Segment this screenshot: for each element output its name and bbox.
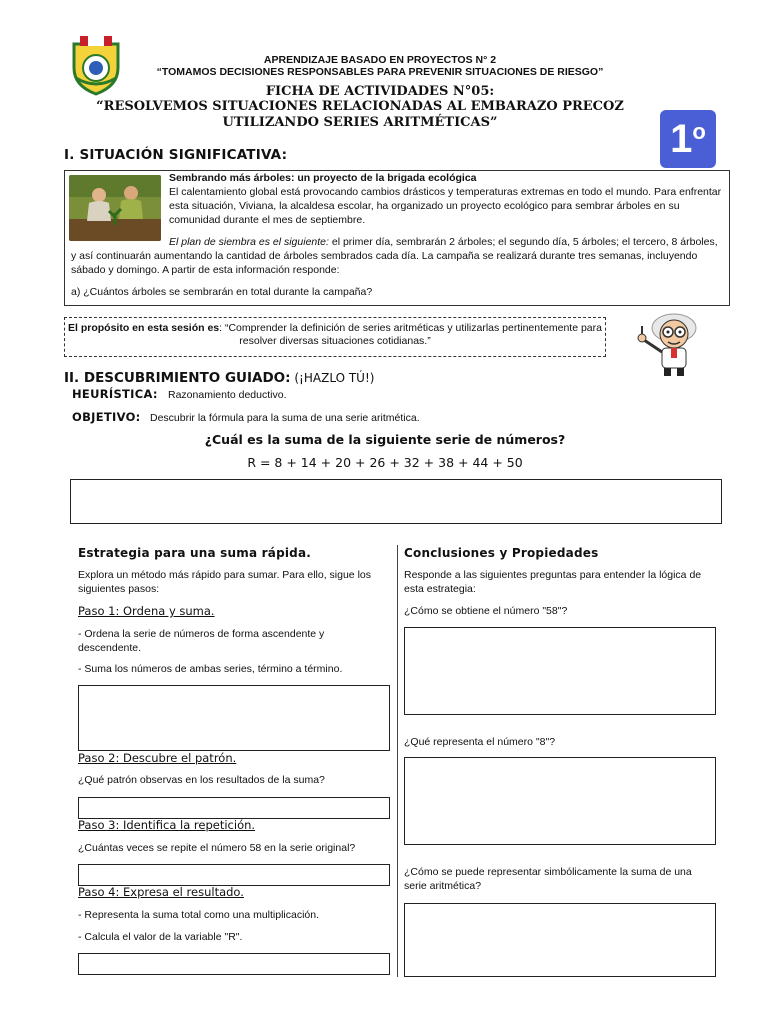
conclusion-question-2: ¿Qué representa el número "8"? [404,736,556,748]
grade-badge [660,110,716,168]
sum-answer-box[interactable] [70,479,722,524]
purpose-box [64,317,606,357]
grade-number: 1 [670,116,693,161]
conclusions-intro: Responde a las siguientes preguntas para entender la lógica de esta estrategia: [404,569,702,595]
step-2-title: Paso 2: Descubre el patrón. [78,751,237,765]
grade-ordinal: o [692,119,706,144]
step-1-title: Paso 1: Ordena y suma. [78,604,215,618]
step-4-answer-box[interactable] [78,953,390,975]
situation-paragraph-2 [71,235,723,277]
situation-box [64,170,730,306]
section-2-title [64,370,374,386]
section-1-title: I. SITUACIÓN SIGNIFICATIVA: [64,147,288,163]
section-2-suffix: (¡HAZLO TÚ!) [290,371,375,385]
strategy-title: Estrategia para una suma rápida. [78,546,312,560]
situation-paragraph-1: El calentamiento global está provocando cambios drásticos y temperaturas extremas en todo el mundo. Para enfrentar esta situación, Viviana, la alcaldesa escolar, ha organizado un proyecto ecológico para sembrar árboles en su comunidad durante el mes de septiembre. [169,186,722,226]
step-4-instruction-b: - Calcula el valor de la variable "R". [78,931,243,943]
conclusions-title: Conclusiones y Propiedades [404,546,599,560]
purpose-text: : “Comprender la definición de series aritméticas y utilizarlas pertinentemente para resolver diversas situaciones cotidianas.” [219,322,602,347]
heuristic-value: Razonamiento deductivo. [168,389,287,401]
step-4-instruction-a: - Representa la suma total como una multiplicación. [78,909,320,921]
step-1-instruction-b: - Suma los números de ambas series, término a término. [78,663,343,675]
conclusion-answer-2-box[interactable] [404,757,716,845]
title-line-1: “RESOLVEMOS SITUACIONES RELACIONADAS AL EMBARAZO PRECOZ [96,99,624,114]
planting-photo [69,175,161,241]
series-question: ¿Cuál es la suma de la siguiente serie de números? [204,432,566,447]
conclusion-answer-1-box[interactable] [404,627,716,715]
series-expression: R = 8 + 14 + 20 + 26 + 32 + 38 + 44 + 50 [247,455,523,470]
step-1-instruction-a: - Ordena la serie de números de forma ascendente y descendente. [78,628,325,654]
step-3-answer-box[interactable] [78,864,390,886]
objective-value: Descubrir la fórmula para la suma de una serie aritmética. [150,412,420,424]
heuristic-label: HEURÍSTICA: [72,387,158,401]
conclusion-question-1: ¿Cómo se obtiene el número "58"? [404,605,568,617]
conclusion-question-3: ¿Cómo se puede representar simbólicamente la suma de una serie aritmética? [404,866,692,892]
plan-description: el primer día, sembrarán 2 árboles; el segundo día, 5 árboles; el tercero, 8 árboles, y así continuarán aumentando la cantidad de árboles sembrados cada día. La campaña se realizará durante tres semanas, incluyendo sábado y domingo. A partir de esta información responde: [71,236,718,276]
strategy-intro: Explora un método más rápido para sumar. Para ello, sigue los siguientes pasos: [78,569,371,595]
situation-heading: Sembrando más árboles: un proyecto de la brigada ecológica [169,172,477,184]
step-1-answer-box[interactable] [78,685,390,751]
section-2-heading: II. DESCUBRIMIENTO GUIADO: [64,370,291,386]
title-line-2: UTILIZANDO SERIES ARITMÉTICAS” [222,115,498,130]
step-3-question: ¿Cuántas veces se repite el número 58 en la serie original? [78,842,356,854]
plan-label: El plan de siembra es el siguiente: [169,236,329,248]
step-2-question: ¿Qué patrón observas en los resultados de la suma? [78,774,325,786]
project-motto: “TOMAMOS DECISIONES RESPONSABLES PARA PREVENIR SITUACIONES DE RIESGO” [156,66,604,78]
situation-question: a) ¿Cuántos árboles se sembrarán en total durante la campaña? [71,286,373,298]
school-logo [66,34,126,96]
scientist-illustration [624,310,716,376]
conclusion-answer-3-box[interactable] [404,903,716,977]
step-2-answer-box[interactable] [78,797,390,819]
ficha-number: FICHA DE ACTIVIDADES N°05: [265,84,495,99]
step-3-title: Paso 3: Identifica la repetición. [78,818,256,832]
objective-label: OBJETIVO: [72,410,141,424]
step-4-title: Paso 4: Expresa el resultado. [78,885,244,899]
project-line: APRENDIZAJE BASADO EN PROYECTOS N° 2 [263,54,497,66]
purpose-label: El propósito en esta sesión es [68,322,220,334]
column-divider [397,545,398,977]
